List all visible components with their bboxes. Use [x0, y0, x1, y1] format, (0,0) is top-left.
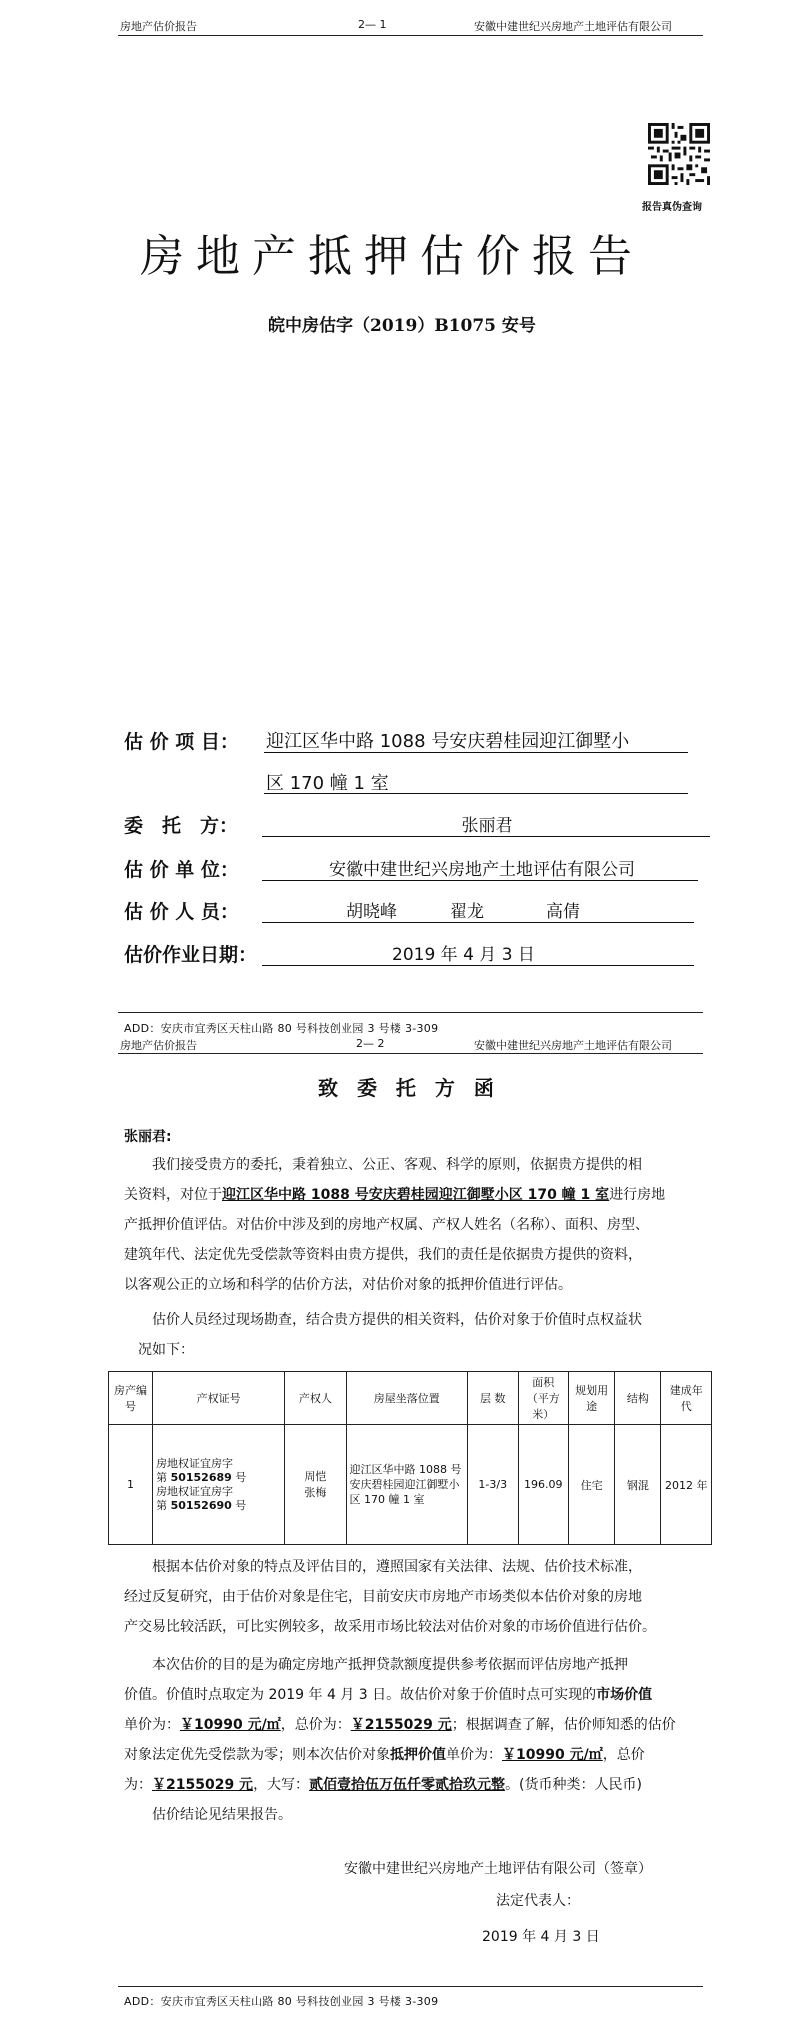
col-header: 建成年代	[661, 1372, 712, 1425]
qr-caption: 报告真伪查询	[642, 202, 702, 213]
appraiser-3: 高倩	[546, 902, 580, 922]
cert-line	[156, 1471, 281, 1485]
text-span: ，总价为：	[280, 1717, 351, 1733]
paragraph-3	[124, 1552, 724, 1642]
para1-line: 以客观公正的立场和科学的估价方法，对估价对象的抵押价值进行评估。	[124, 1277, 572, 1293]
project-underline-2	[264, 793, 688, 794]
cell-owners	[285, 1425, 346, 1545]
para1-line: 建筑年代、法定优先受偿款等资料由贵方提供，我们的责任是依据贵方提供的资料，	[124, 1247, 642, 1263]
salutation: 张丽君:	[124, 1129, 172, 1145]
market-value-term: 市场价值	[596, 1687, 653, 1703]
col-header: 房屋坐落位置	[346, 1372, 467, 1425]
unit-underline	[262, 880, 698, 881]
property-table	[108, 1371, 712, 1545]
header-left: 房地产估价报告	[120, 1039, 197, 1052]
unit-label: 估 价 单 位：	[124, 859, 239, 881]
footer-address: ADD：安庆市宜秀区天柱山路 80 号科技创业园 3 号楼 3-309	[124, 1022, 439, 1035]
header-page-no: 2— 2	[356, 1037, 385, 1050]
cell-location: 迎江区华中路 1088 号安庆碧桂园迎江御墅小区 170 幢 1 室	[346, 1425, 467, 1545]
para3-line: 经过反复研究，由于估价对象是住宅，目前安庆市房地产市场类似本估价对象的房地	[124, 1589, 642, 1605]
cell-area: 196.09	[518, 1425, 569, 1545]
unit-value: 安徽中建世纪兴房地产土地评估有限公司	[329, 860, 635, 880]
para3-line: 产交易比较活跃，可比实例较多，故采用市场比较法对估价对象的市场价值进行估价。	[124, 1619, 656, 1635]
text-span: 价值。价值时点取定为 2019 年 4 月 3 日。故估价对象于价值时点可实现的	[124, 1687, 597, 1703]
paragraph-2	[124, 1305, 724, 1365]
col-header: 结构	[615, 1372, 661, 1425]
para4-line	[124, 1710, 724, 1740]
paragraph-1	[124, 1150, 724, 1300]
owner-name: 张梅	[304, 1485, 327, 1499]
appraiser-underline	[262, 922, 694, 923]
text-span: ，大写：	[253, 1777, 310, 1793]
table-row	[109, 1425, 712, 1545]
text-span: 对象法定优先受偿款为零；则本次估价对象	[124, 1747, 390, 1763]
cell-no: 1	[109, 1425, 153, 1545]
text-span: 单价为：	[124, 1717, 180, 1733]
header-company: 安徽中建世纪兴房地产土地评估有限公司	[474, 20, 672, 33]
para4-line	[124, 1740, 724, 1770]
mortgage-value-term: 抵押价值	[390, 1747, 446, 1763]
cert-line: 房地权证宜房字	[156, 1484, 234, 1498]
para2-line: 况如下：	[138, 1342, 194, 1358]
para4-line	[124, 1770, 724, 1800]
header-company: 安徽中建世纪兴房地产土地评估有限公司	[474, 1039, 672, 1052]
para4-line	[124, 1680, 724, 1710]
cell-floors: 1-3/3	[467, 1425, 518, 1545]
text-span: 为：	[124, 1777, 152, 1793]
text-span: 号	[231, 1470, 247, 1484]
footer-rule	[118, 1012, 703, 1013]
header-rule	[118, 35, 703, 36]
col-header: 产权证号	[153, 1372, 285, 1425]
para4-line: 本次估价的目的是为确定房地产抵押贷款额度提供参考依据而评估房地产抵押	[152, 1657, 628, 1673]
cert-number: 50152689	[170, 1470, 232, 1484]
header-page-no: 2— 1	[358, 18, 387, 31]
signature-date: 2019 年 4 月 3 日	[482, 1929, 600, 1945]
col-header: 规划用途	[569, 1372, 615, 1425]
cert-line	[156, 1499, 281, 1513]
date-underline	[262, 965, 694, 966]
legal-representative-label: 法定代表人：	[496, 1893, 580, 1909]
text-span: 第	[156, 1470, 171, 1484]
para3-line: 根据本估价对象的特点及评估目的，遵照国家有关法律、法规、估价技术标准，	[152, 1559, 642, 1575]
appraiser-2: 翟龙	[450, 902, 484, 922]
cert-number: 50152690	[170, 1498, 232, 1512]
para1-line: 产抵押价值评估。对估价中涉及到的房地产权属、产权人姓名（名称）、面积、房型、	[124, 1217, 649, 1233]
paragraph-5: 估价结论见结果报告。	[152, 1807, 292, 1823]
text-span: ；根据调查了解，估价师知悉的估价	[451, 1717, 676, 1733]
project-label: 估 价 项 目：	[124, 731, 239, 753]
cell-use: 住宅	[569, 1425, 615, 1545]
col-header: 面积（平方米）	[518, 1372, 569, 1425]
report-title: 房地产抵押估价报告	[140, 231, 644, 282]
footer-address: ADD：安庆市宜秀区天柱山路 80 号科技创业园 3 号楼 3-309	[124, 1995, 439, 2008]
project-value-line1: 迎江区华中路 1088 号安庆碧桂园迎江御墅小	[266, 731, 630, 752]
paragraph-4	[124, 1650, 724, 1800]
date-label: 估价作业日期：	[124, 944, 258, 966]
letter-title: 致 委 托 方 函	[318, 1076, 500, 1100]
text-span: 单价为：	[446, 1747, 502, 1763]
project-underline-1	[264, 752, 688, 753]
text-span: 。(货币种类：人民币)	[505, 1777, 642, 1793]
project-value-line2: 区 170 幢 1 室	[266, 773, 389, 794]
header-rule	[118, 1053, 703, 1054]
cell-certificates	[153, 1425, 285, 1545]
cell-year: 2012 年	[661, 1425, 712, 1545]
property-address: 迎江区华中路 1088 号安庆碧桂园迎江御墅小区 170 幢 1 室	[222, 1187, 610, 1203]
appraiser-label: 估 价 人 员：	[124, 901, 239, 923]
col-header: 层 数	[467, 1372, 518, 1425]
col-header: 产权人	[285, 1372, 346, 1425]
para2-line: 估价人员经过现场勘查，结合贵方提供的相关资料，估价对象于价值时点权益状	[152, 1312, 642, 1328]
para1-line	[124, 1180, 724, 1210]
date-value: 2019 年 4 月 3 日	[392, 945, 535, 965]
table-header-row	[109, 1372, 712, 1425]
mortgage-unit-price: ￥10990 元/㎡	[502, 1747, 603, 1763]
cert-line: 房地权证宜房字	[156, 1456, 234, 1470]
col-header: 房产编号	[109, 1372, 153, 1425]
market-total-price: ￥2155029 元	[350, 1717, 452, 1733]
appraiser-1: 胡晓峰	[346, 902, 397, 922]
qr-code-icon	[648, 123, 710, 185]
cell-structure: 钢混	[615, 1425, 661, 1545]
client-value: 张丽君	[461, 816, 513, 836]
signature-company: 安徽中建世纪兴房地产土地评估有限公司（签章）	[344, 1861, 652, 1877]
owner-name: 周恺	[304, 1469, 327, 1483]
client-underline	[262, 836, 710, 837]
mortgage-total-price: ￥2155029 元	[152, 1777, 254, 1793]
header-left: 房地产估价报告	[120, 20, 197, 33]
para1-line: 我们接受贵方的委托，秉着独立、公正、客观、科学的原则，依据贵方提供的相	[152, 1157, 642, 1173]
footer-rule	[118, 1986, 703, 1987]
client-label: 委 托 方：	[124, 815, 239, 837]
text-span: 进行房地	[609, 1187, 666, 1203]
text-span: 号	[231, 1498, 247, 1512]
text-span: 关资料，对位于	[124, 1187, 222, 1203]
text-span: ，总价	[602, 1747, 645, 1763]
market-unit-price: ￥10990 元/㎡	[180, 1717, 281, 1733]
report-number: 皖中房估字（2019）B1075 安号	[268, 316, 536, 336]
text-span: 第	[156, 1498, 171, 1512]
total-in-words: 贰佰壹拾伍万伍仟零贰拾玖元整	[309, 1777, 506, 1793]
